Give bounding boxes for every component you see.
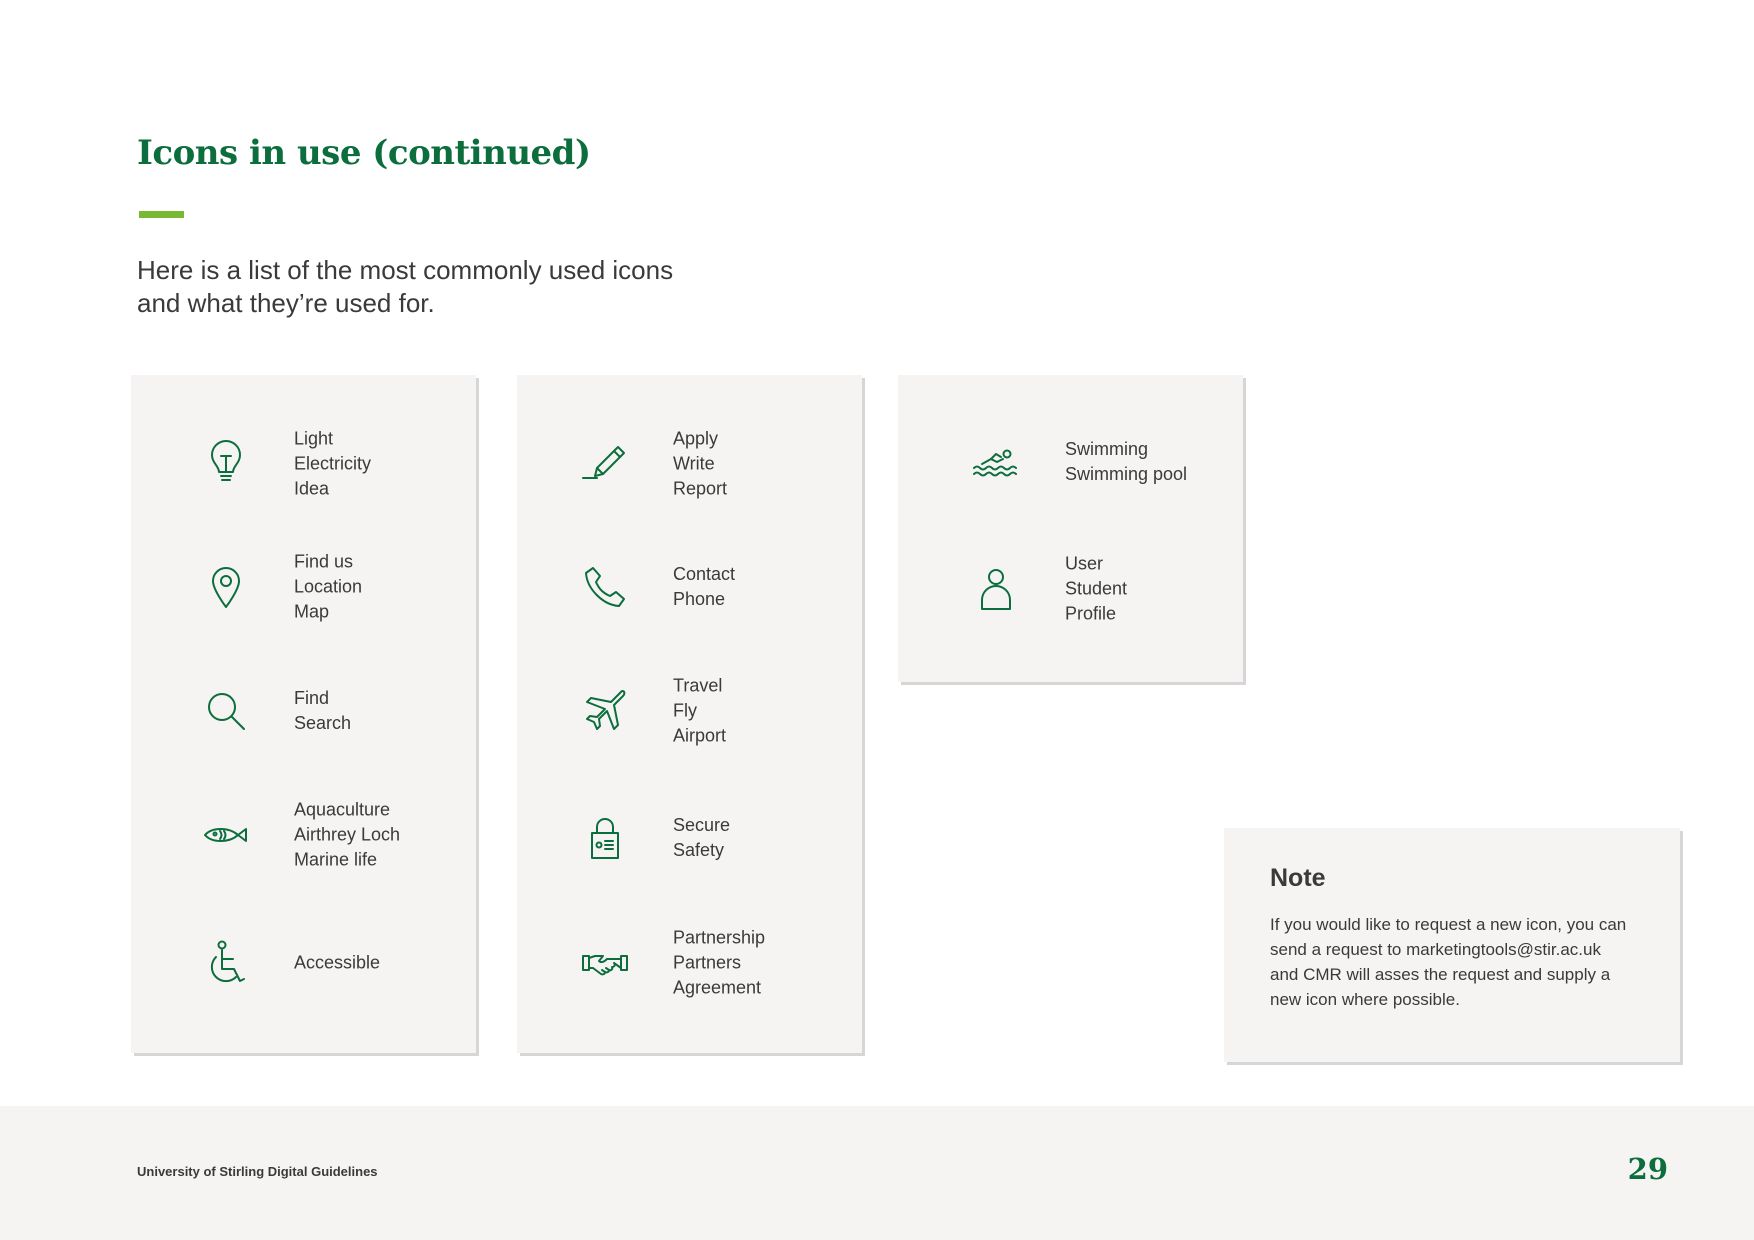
- icon-label: Electricity: [294, 453, 372, 474]
- icon-labels: [673, 562, 735, 612]
- swimmer-icon: [972, 438, 1020, 486]
- icon-entry: [517, 798, 862, 878]
- icon-card-3: [898, 375, 1243, 682]
- note-title: Note: [1270, 864, 1326, 892]
- padlock-icon: [581, 814, 629, 862]
- page-number: 29: [1627, 1152, 1668, 1186]
- icon-label: Map: [294, 601, 330, 622]
- icon-entry: [131, 424, 476, 504]
- airplane-icon: [581, 687, 629, 735]
- icon-labels: [673, 427, 727, 502]
- lightbulb-icon: [202, 440, 250, 488]
- icon-label: Travel: [673, 675, 723, 696]
- icon-label: Airport: [673, 725, 727, 746]
- icon-labels: [294, 550, 362, 625]
- icon-labels: [1065, 437, 1187, 487]
- icon-label: Partners: [673, 952, 742, 973]
- handshake-icon: [581, 939, 629, 987]
- icon-label: Apply: [673, 428, 719, 449]
- phone-icon: [581, 563, 629, 611]
- icon-entry: [131, 671, 476, 751]
- icon-labels: [673, 813, 730, 863]
- intro-text: Here is a list of the most commonly used icons and what they’re used for.: [137, 255, 674, 318]
- icon-label: Search: [294, 713, 352, 733]
- page-title: Icons in use (continued): [137, 133, 591, 173]
- icon-label: Find us: [294, 551, 354, 572]
- icon-label: Write: [673, 453, 715, 474]
- icon-label: Profile: [1065, 603, 1117, 624]
- icon-entry: [517, 671, 862, 751]
- icon-labels: [1065, 552, 1127, 627]
- icon-label: User: [1065, 553, 1104, 574]
- note-card: [1224, 828, 1680, 1062]
- icon-label: Aquaculture: [294, 799, 391, 820]
- icon-entry: [131, 547, 476, 627]
- icon-label: Swimming pool: [1065, 464, 1188, 484]
- icon-card-2: [517, 375, 862, 1053]
- page-footer: [0, 1106, 1754, 1240]
- icon-entry: [517, 923, 862, 1003]
- icon-entry: [517, 424, 862, 504]
- footer-text: University of Stirling Digital Guidelines: [137, 1164, 378, 1179]
- icon-label: Marine life: [294, 849, 378, 870]
- icon-label: Partnership: [673, 927, 766, 948]
- icon-label: Report: [673, 478, 728, 499]
- title-accent-bar: [139, 211, 184, 218]
- icon-labels: [294, 686, 351, 736]
- note-body: If you would like to request a new icon, you can send a request to marketingtools@stir.ac.uk and CMR will asses the request and supply a new icon where possible.: [1270, 915, 1627, 1009]
- fish-icon: [202, 811, 250, 859]
- icon-label: Swimming: [1065, 439, 1149, 459]
- icon-label: Idea: [294, 478, 330, 499]
- icon-label: Phone: [673, 589, 726, 609]
- icon-label: Accessible: [294, 952, 381, 973]
- icon-label: Find: [294, 688, 330, 708]
- icon-label: Location: [294, 576, 363, 597]
- icon-entry: [898, 422, 1243, 502]
- icon-label: Fly: [673, 700, 697, 721]
- icon-labels: [294, 798, 400, 873]
- icon-labels: [294, 427, 371, 502]
- icon-entry: [131, 923, 476, 1003]
- pencil-icon: [581, 440, 629, 488]
- icon-entry: [898, 549, 1243, 629]
- icon-label: Secure: [673, 815, 731, 835]
- icon-labels: [673, 674, 726, 749]
- wheelchair-icon: [202, 939, 250, 987]
- icon-entry: [131, 795, 476, 875]
- search-icon: [202, 687, 250, 735]
- icon-card-1: [131, 375, 476, 1053]
- icon-labels: [673, 926, 765, 1001]
- user-icon: [972, 565, 1020, 613]
- icon-label: Contact: [673, 564, 736, 584]
- icon-entry: [517, 547, 862, 627]
- icon-labels: [294, 951, 380, 976]
- icon-label: Airthrey Loch: [294, 824, 401, 845]
- icon-label: Student: [1065, 578, 1128, 599]
- location-pin-icon: [202, 563, 250, 611]
- icon-label: Agreement: [673, 977, 762, 998]
- icon-label: Light: [294, 428, 334, 449]
- icon-label: Safety: [673, 840, 725, 860]
